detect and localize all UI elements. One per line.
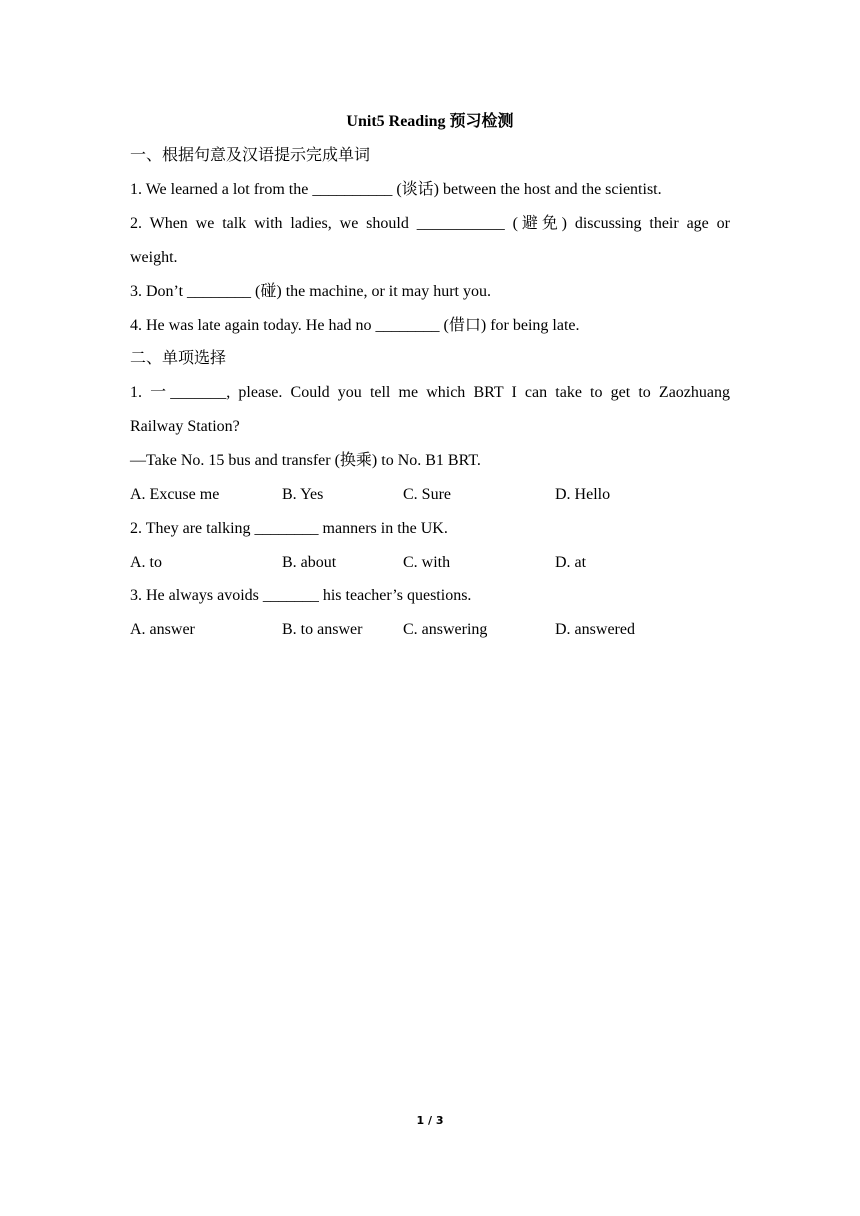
question-1-option-d: D. Hello xyxy=(555,486,611,503)
question-1-option-a: A. Excuse me xyxy=(130,486,220,503)
question-2-option-c: C. with xyxy=(403,554,451,571)
question-1-option-b: B. Yes xyxy=(282,486,324,503)
question-3-option-b: B. to answer xyxy=(282,621,363,638)
question-2-option-b: B. about xyxy=(282,554,337,571)
vocab-item-2-continued: weight. xyxy=(130,249,178,266)
question-1-line-1: 1. 一_______, please. Could you tell me which BRT I can take to get to Zaozhuang xyxy=(130,384,730,401)
question-3: 3. He always avoids _______ his teacher’s questions. xyxy=(130,587,472,604)
question-1-line-2: Railway Station? xyxy=(130,418,240,435)
question-2-option-d: D. at xyxy=(555,554,587,571)
section-heading-multiple-choice: 二、单项选择 xyxy=(130,350,227,367)
question-1-option-c: C. Sure xyxy=(403,486,451,503)
page-title: Unit5 Reading 预习检测 xyxy=(346,113,514,130)
question-1-line-3: —Take No. 15 bus and transfer (换乘) to No. B1 BRT. xyxy=(130,452,481,469)
vocab-item-4: 4. He was late again today. He had no ________ (借口) for being late. xyxy=(130,317,580,334)
section-heading-vocabulary: 一、根据句意及汉语提示完成单词 xyxy=(130,147,371,164)
question-2-option-a: A. to xyxy=(130,554,162,571)
vocab-item-3: 3. Don’t ________ (碰) the machine, or it may hurt you. xyxy=(130,283,491,300)
vocab-item-2: 2. When we talk with ladies, we should ___________ (避免) discussing their age or xyxy=(130,215,730,232)
question-3-option-c: C. answering xyxy=(403,621,488,638)
page-number: 1 / 3 xyxy=(416,1114,444,1127)
question-2: 2. They are talking ________ manners in the UK. xyxy=(130,520,448,537)
vocab-item-1: 1. We learned a lot from the __________ (谈话) between the host and the scientist. xyxy=(130,181,662,198)
question-3-option-a: A. answer xyxy=(130,621,195,638)
question-3-option-d: D. answered xyxy=(555,621,635,638)
